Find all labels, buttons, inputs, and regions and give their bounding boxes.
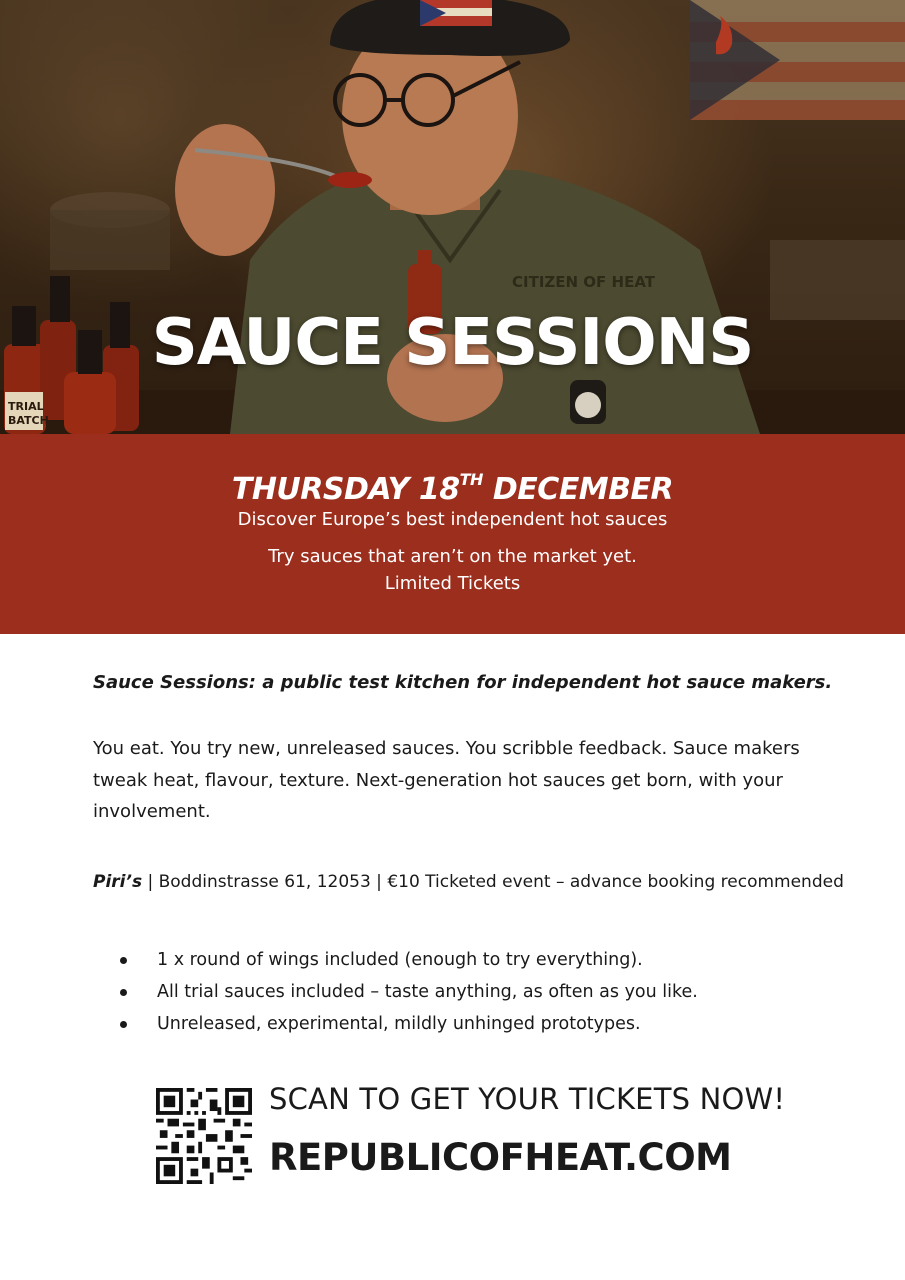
perks-list: [120, 947, 698, 1043]
list-item: All trial sauces included – taste anything, as often as you like.: [120, 979, 698, 1011]
list-item: Unreleased, experimental, mildly unhinged prototypes.: [120, 1011, 698, 1043]
venue-line: [93, 872, 893, 892]
limited-tickets-note: Limited Tickets: [384, 573, 521, 594]
intro-heading: Sauce Sessions: a public test kitchen for independent hot sauce makers.: [93, 672, 833, 693]
cta-text: SCAN TO GET YOUR TICKETS NOW!: [269, 1082, 786, 1116]
date-suffix: TH: [459, 470, 483, 489]
hero-photo: [0, 0, 905, 434]
paragraph-line: tweak heat, flavour, texture. Next-generation hot sauces get born, with your: [93, 769, 783, 791]
bottle-label-trial: TRIAL: [8, 400, 44, 413]
list-item: 1 x round of wings included (enough to try everything).: [120, 947, 698, 979]
tagline: Discover Europe’s best independent hot sauces: [237, 509, 668, 530]
event-title: SAUCE SESSIONS: [151, 306, 754, 380]
date-day: THURSDAY 18: [231, 472, 460, 507]
shirt-text: CITIZEN OF HEAT: [512, 273, 655, 291]
flag-image: [690, 0, 905, 120]
event-date: [0, 470, 905, 507]
subtagline: Try sauces that aren’t on the market yet.: [268, 546, 637, 567]
bottle-label-batch: BATCH: [8, 414, 49, 427]
date-month: DECEMBER: [492, 472, 674, 507]
event-info-band: [0, 434, 905, 634]
paragraph-line: involvement.: [93, 801, 211, 822]
venue-details: | Boddinstrasse 61, 12053 | €10 Ticketed event – advance booking recommended: [142, 872, 844, 892]
paragraph-line: You eat. You try new, unreleased sauces. You scribble feedback. Sauce makers: [93, 738, 800, 759]
qr-code[interactable]: [156, 1088, 252, 1184]
website-link[interactable]: REPUBLICOFHEAT.COM: [269, 1136, 732, 1179]
venue-name: Piri’s: [93, 872, 143, 892]
description-paragraph: [93, 733, 853, 828]
